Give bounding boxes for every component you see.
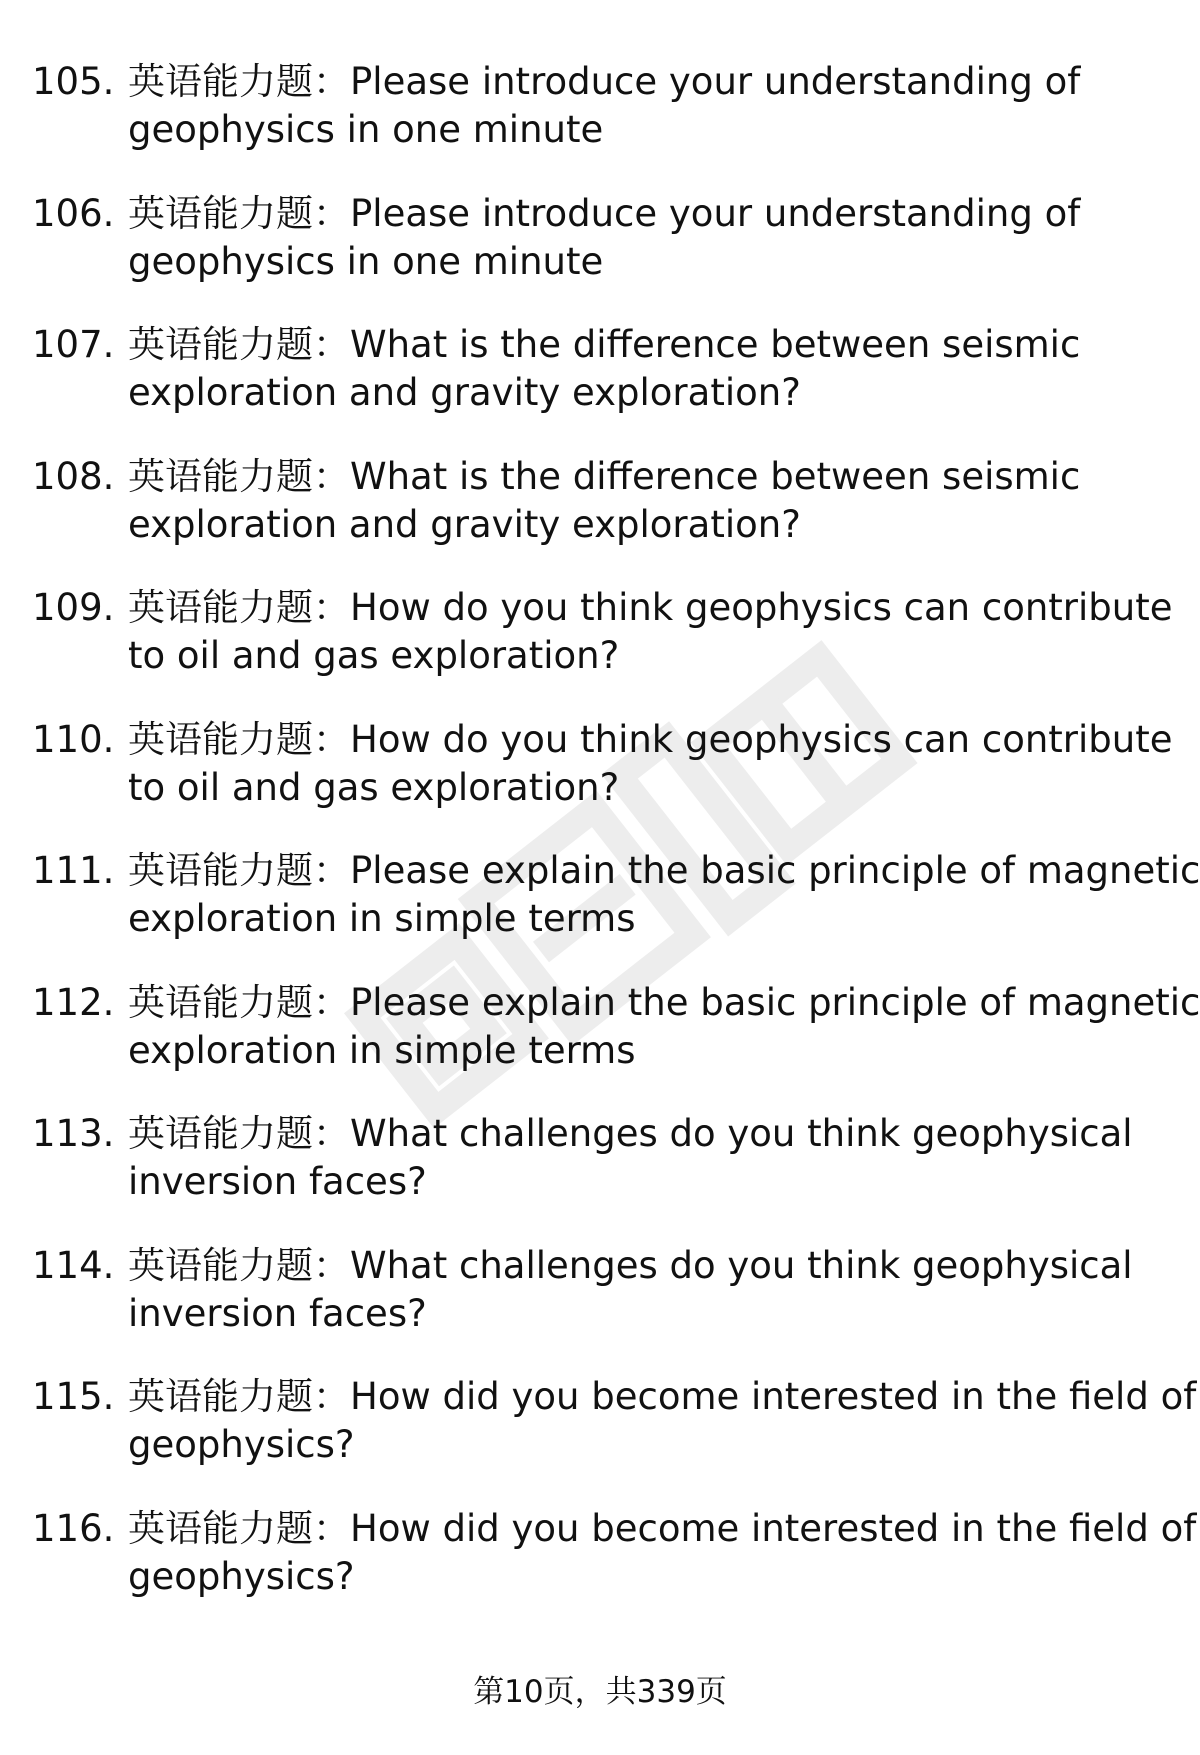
page-footer — [0, 1672, 1200, 1712]
question-line-1-text: What challenges do you think geophysical — [350, 1243, 1133, 1287]
question-tag: 英语能力题： — [128, 849, 350, 892]
question-line-1-text: What is the difference between seismic — [350, 454, 1081, 498]
question-item — [32, 1242, 1182, 1374]
question-line-1-text: Please introduce your understanding of — [350, 191, 1081, 235]
question-text — [128, 1373, 1197, 1469]
question-line-2: to oil and gas exploration? — [128, 765, 620, 809]
question-line-2: geophysics in one minute — [128, 108, 604, 151]
question-line-2: exploration and gravity exploration? — [128, 502, 801, 546]
question-tag: 英语能力题： — [128, 1375, 350, 1418]
question-number: 106. — [32, 191, 115, 235]
question-line-1 — [128, 58, 1178, 106]
question-line-1 — [128, 453, 1178, 501]
question-line-1-text: How do you think geophysics can contribute — [350, 717, 1173, 761]
question-number: 111. — [32, 849, 115, 892]
question-number: 115. — [32, 1375, 115, 1418]
question-tag: 英语能力题： — [128, 1112, 350, 1155]
page-number-label: 第10页，共339页 — [473, 1674, 727, 1710]
question-line-2: inversion faces? — [128, 1291, 427, 1335]
question-line-1 — [128, 716, 1178, 764]
question-line-1-text: How do you think geophysics can contribute — [350, 586, 1173, 629]
question-text — [128, 453, 1178, 549]
question-text — [128, 847, 1200, 943]
question-number: 114. — [32, 1243, 115, 1287]
question-tag: 英语能力题： — [128, 586, 350, 629]
question-number: 107. — [32, 323, 115, 366]
question-line-2: exploration in simple terms — [128, 1028, 636, 1072]
question-line-2: exploration in simple terms — [128, 897, 636, 940]
question-text — [128, 321, 1178, 417]
question-list — [32, 58, 1200, 1636]
question-tag: 英语能力题： — [128, 1243, 350, 1287]
question-tag: 英语能力题： — [128, 60, 350, 103]
question-text — [128, 1242, 1178, 1338]
question-line-1 — [128, 584, 1178, 632]
question-item — [32, 453, 1182, 585]
question-item — [32, 321, 1182, 453]
question-item — [32, 716, 1182, 848]
question-tag: 英语能力题： — [128, 454, 350, 498]
question-tag: 英语能力题： — [128, 980, 350, 1024]
question-tag: 英语能力题： — [128, 1506, 350, 1550]
question-line-2: inversion faces? — [128, 1160, 427, 1203]
question-item — [32, 190, 1182, 322]
question-item — [32, 1373, 1197, 1505]
question-text — [128, 190, 1178, 286]
question-item — [32, 58, 1182, 190]
question-text — [128, 979, 1200, 1075]
question-line-1-text: How did you become interested in the field of — [350, 1506, 1197, 1550]
question-number: 109. — [32, 586, 115, 629]
question-item — [32, 1505, 1197, 1637]
question-item — [32, 1110, 1182, 1242]
question-line-1 — [128, 1373, 1197, 1421]
question-line-2: exploration and gravity exploration? — [128, 371, 801, 414]
question-tag: 英语能力题： — [128, 717, 350, 761]
question-line-1-text: Please explain the basic principle of magnetic — [350, 980, 1200, 1024]
question-item — [32, 584, 1182, 716]
question-tag: 英语能力题： — [128, 191, 350, 235]
question-line-2: geophysics in one minute — [128, 239, 604, 283]
question-line-1 — [128, 1242, 1178, 1290]
question-line-1 — [128, 979, 1200, 1027]
question-line-1 — [128, 321, 1178, 369]
question-line-1-text: Please introduce your understanding of — [350, 60, 1081, 103]
question-text — [128, 1110, 1178, 1206]
question-line-1-text: What is the difference between seismic — [350, 323, 1081, 366]
question-line-1 — [128, 190, 1178, 238]
question-text — [128, 58, 1178, 154]
question-text — [128, 584, 1178, 680]
question-text — [128, 1505, 1197, 1601]
question-line-1-text: What challenges do you think geophysical — [350, 1112, 1133, 1155]
question-number: 108. — [32, 454, 115, 498]
question-line-1-text: Please explain the basic principle of magnetic — [350, 849, 1200, 892]
question-item — [32, 979, 1200, 1111]
question-line-2: geophysics? — [128, 1554, 355, 1598]
question-number: 113. — [32, 1112, 115, 1155]
question-line-1-text: How did you become interested in the field of — [350, 1375, 1197, 1418]
question-line-1 — [128, 1110, 1178, 1158]
question-line-1 — [128, 847, 1200, 895]
question-number: 110. — [32, 717, 115, 761]
question-line-2: geophysics? — [128, 1423, 355, 1466]
question-tag: 英语能力题： — [128, 323, 350, 366]
question-number: 116. — [32, 1506, 115, 1550]
question-line-2: to oil and gas exploration? — [128, 634, 620, 677]
question-text — [128, 716, 1178, 812]
question-number: 112. — [32, 980, 115, 1024]
question-line-1 — [128, 1505, 1197, 1553]
question-number: 105. — [32, 60, 115, 103]
question-item — [32, 847, 1200, 979]
